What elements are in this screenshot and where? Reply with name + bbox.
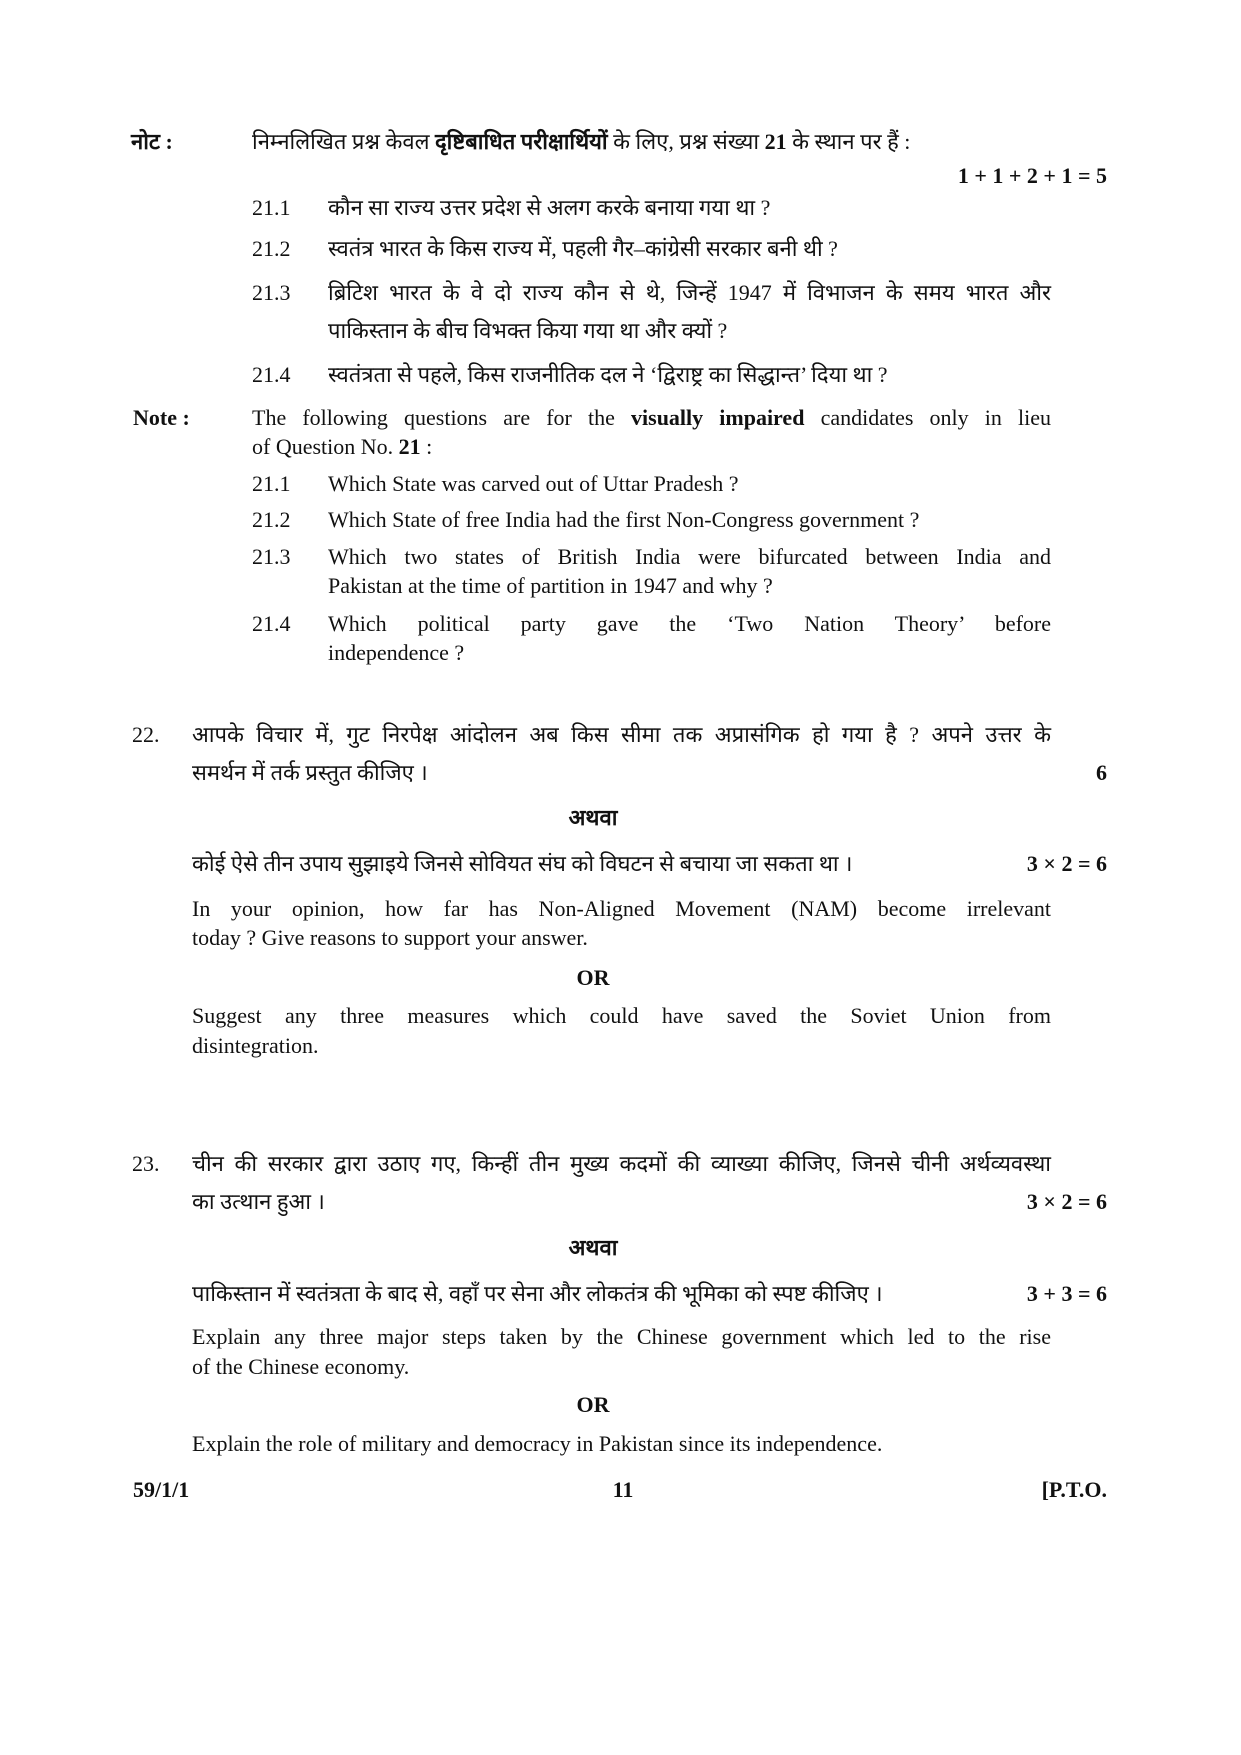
- note-en-text-2: [252, 433, 432, 461]
- q22-alt-hi: कोई ऐसे तीन उपाय सुझाइये जिनसे सोवियत संघ को विघटन से बचाया जा सकता था ।: [192, 851, 853, 876]
- text: of Question No.: [252, 434, 399, 459]
- q22-en: today ? Give reasons to support your answer.: [192, 925, 588, 950]
- item-text: Which two states of British India were bifurcated between India and: [328, 544, 1051, 569]
- marks: 1 + 1 + 2 + 1 = 5: [957, 163, 1107, 188]
- pto: [P.T.O.: [1041, 1477, 1107, 1502]
- q22-en: In your opinion, how far has Non-Aligned Movement (NAM) become irrelevant: [192, 896, 1051, 921]
- q23-en: of the Chinese economy.: [192, 1354, 410, 1379]
- q23-alt-hi: पाकिस्तान में स्वतंत्रता के बाद से, वहाँ पर सेना और लोकतंत्र की भूमिका को स्पष्ट कीजिए ।: [192, 1281, 883, 1306]
- qnum: 21: [764, 129, 787, 154]
- note-en-text: [252, 404, 1051, 432]
- item-num: 21.4: [252, 611, 291, 636]
- bold-text: visually impaired: [631, 405, 805, 430]
- item-num: 21.2: [252, 507, 291, 532]
- paper-code: 59/1/1: [133, 1477, 190, 1502]
- note-hi-label: नोट :: [131, 129, 173, 154]
- item-text: कौन सा राज्य उत्तर प्रदेश से अलग करके बनाया गया था ?: [328, 195, 771, 220]
- item-num: 21.2: [252, 236, 291, 261]
- q23-hi: का उत्थान हुआ ।: [192, 1189, 325, 1214]
- or-en: OR: [576, 965, 610, 990]
- item-text: independence ?: [328, 640, 465, 665]
- item-text: Which State of free India had the first Non-Congress government ?: [328, 507, 920, 532]
- marks: 3 + 3 = 6: [1026, 1281, 1107, 1306]
- q23-num: 23.: [132, 1151, 160, 1176]
- text: candidates only in lieu: [804, 405, 1051, 430]
- item-text: Pakistan at the time of partition in 1947 and why ?: [328, 573, 773, 598]
- q22-alt-en: Suggest any three measures which could have saved the Soviet Union from: [192, 1003, 1051, 1028]
- item-text: Which political party gave the ‘Two Nation Theory’ before: [328, 611, 1051, 636]
- text: The following questions are for the: [252, 405, 632, 430]
- q22-hi: आपके विचार में, गुट निरपेक्ष आंदोलन अब किस सीमा तक अप्रासंगिक हो गया है ? अपने उत्तर के: [192, 722, 1051, 747]
- marks: 6: [1096, 760, 1107, 785]
- q23-en: Explain any three major steps taken by the Chinese government which led to the rise: [192, 1324, 1051, 1349]
- page-number: 11: [612, 1477, 634, 1502]
- item-num: 21.3: [252, 280, 291, 305]
- q22-alt-en: disintegration.: [192, 1033, 319, 1058]
- item-text: Which State was carved out of Uttar Pradesh ?: [328, 471, 739, 496]
- item-text: स्वतंत्रता से पहले, किस राजनीतिक दल ने ‘द्विराष्ट्र का सिद्धान्त’ दिया था ?: [328, 362, 888, 387]
- item-text: पाकिस्तान के बीच विभक्त किया गया था और क्यों ?: [328, 318, 728, 343]
- note-hi-text: [252, 128, 910, 156]
- or-hi: अथवा: [568, 805, 618, 830]
- marks: 3 × 2 = 6: [1026, 851, 1107, 876]
- text: :: [420, 434, 433, 459]
- qnum: 21: [398, 434, 421, 459]
- q23-hi: चीन की सरकार द्वारा उठाए गए, किन्हीं तीन मुख्य कदमों की व्याख्या कीजिए, जिनसे चीनी अर्थव्यवस्था: [192, 1151, 1051, 1176]
- item-num: 21.3: [252, 544, 291, 569]
- text: के स्थान पर हैं :: [786, 129, 911, 154]
- text: निम्नलिखित प्रश्न केवल: [252, 129, 435, 154]
- or-hi: अथवा: [568, 1235, 618, 1260]
- item-num: 21.1: [252, 195, 291, 220]
- item-num: 21.1: [252, 471, 291, 496]
- item-text: स्वतंत्र भारत के किस राज्य में, पहली गैर–कांग्रेसी सरकार बनी थी ?: [328, 236, 838, 261]
- item-text: ब्रिटिश भारत के वे दो राज्य कौन से थे, जिन्हें 1947 में विभाजन के समय भारत और: [328, 280, 1051, 305]
- marks: 3 × 2 = 6: [1026, 1189, 1107, 1214]
- text: के लिए, प्रश्न संख्या: [607, 129, 765, 154]
- q23-alt-en: Explain the role of military and democracy in Pakistan since its independence.: [192, 1431, 883, 1456]
- or-en: OR: [576, 1392, 610, 1417]
- q22-hi: समर्थन में तर्क प्रस्तुत कीजिए ।: [192, 760, 428, 785]
- bold-text: दृष्टिबाधित परीक्षार्थियों: [435, 129, 608, 154]
- q22-num: 22.: [132, 722, 160, 747]
- item-num: 21.4: [252, 362, 291, 387]
- note-en-label: Note :: [133, 405, 190, 430]
